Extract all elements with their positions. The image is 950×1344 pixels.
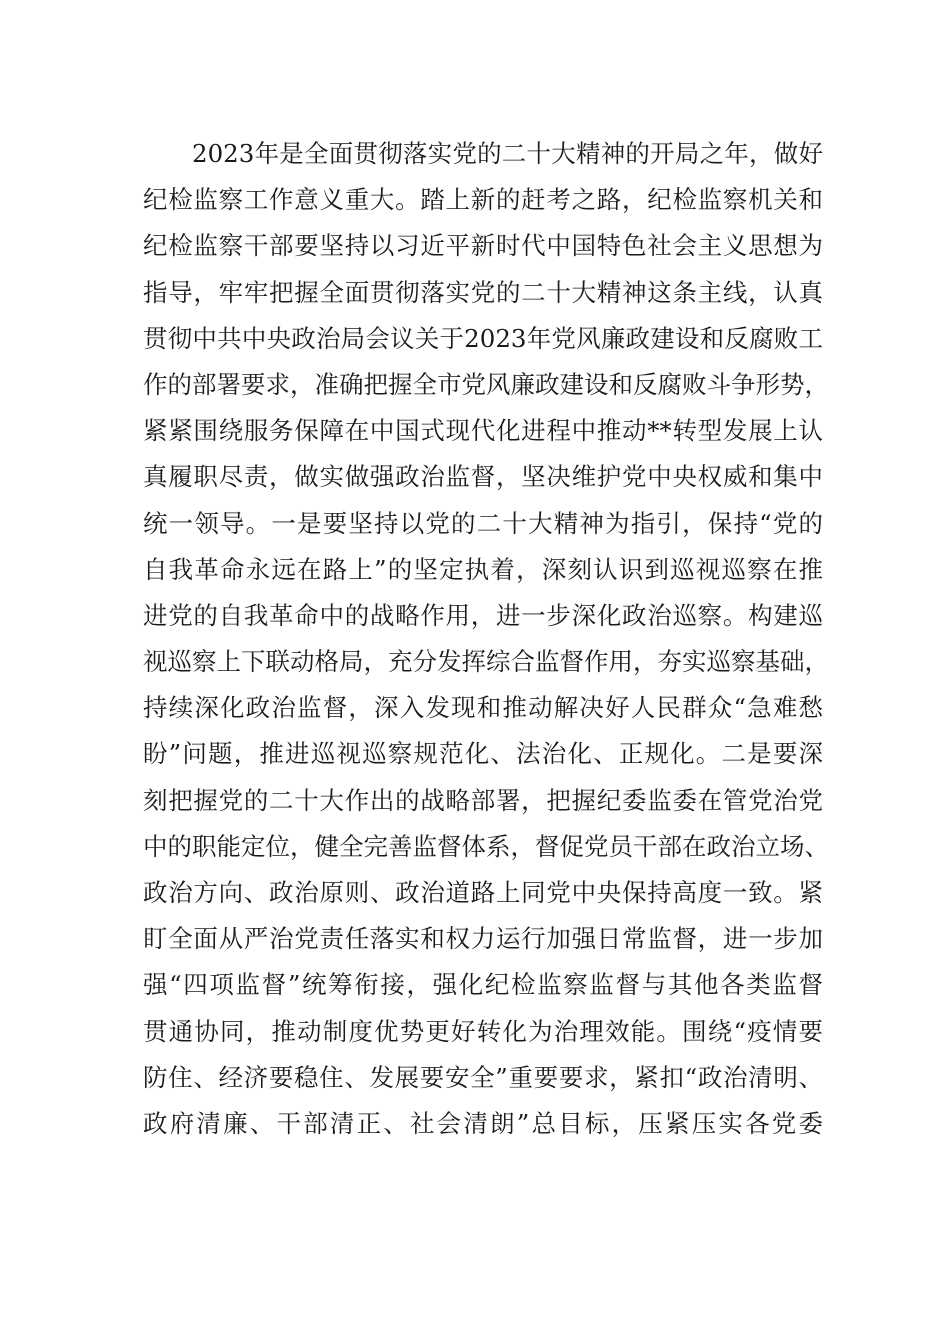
paragraph-line: 进党的自我革命中的战略作用，进一步深化政治巡察。构建巡 [143,600,823,630]
paragraph-line: 纪检监察工作意义重大。踏上新的赶考之路，纪检监察机关和 [143,185,823,215]
paragraph-line: 指导，牢牢把握全面贯彻落实党的二十大精神这条主线，认真 [143,277,823,307]
paragraph-line: 统一领导。一是要坚持以党的二十大精神为指引，保持“党的 [143,508,823,538]
body-paragraph [143,131,829,1147]
paragraph-line: 盼”问题，推进巡视巡察规范化、法治化、正规化。二是要深 [143,739,823,769]
paragraph-line: 政治方向、政治原则、政治道路上同党中央保持高度一致。紧 [143,878,823,907]
paragraph-line: 作的部署要求，准确把握全市党风廉政建设和反腐败斗争形势， [143,369,829,399]
paragraph-line: 紧紧围绕服务保障在中国式现代化进程中推动**转型发展上认 [143,416,823,446]
paragraph-line: 防住、经济要稳住、发展要安全”重要要求，紧扣“政治清明、 [143,1062,823,1092]
paragraph-line: 盯全面从严治党责任落实和权力运行加强日常监督，进一步加 [143,924,823,954]
paragraph-line: 政府清廉、干部清正、社会清朗”总目标，压紧压实各党委 [143,1108,823,1138]
paragraph-line: 2023年是全面贯彻落实党的二十大精神的开局之年，做好 [192,139,823,168]
paragraph-line: 贯彻中共中央政治局会议关于2023年党风廉政建设和反腐败工 [143,323,823,353]
paragraph-line: 中的职能定位，健全完善监督体系，督促党员干部在政治立场、 [143,831,829,861]
paragraph-line: 纪检监察干部要坚持以习近平新时代中国特色社会主义思想为 [143,231,823,261]
paragraph-line: 强“四项监督”统筹衔接，强化纪检监察监督与其他各类监督 [143,970,823,1000]
paragraph-line: 视巡察上下联动格局，充分发挥综合监督作用，夯实巡察基础， [143,647,829,677]
paragraph-line: 自我革命永远在路上”的坚定执着，深刻认识到巡视巡察在推 [143,554,823,584]
paragraph-line: 真履职尽责，做实做强政治监督，坚决维护党中央权威和集中 [143,462,823,492]
paragraph-line: 刻把握党的二十大作出的战略部署，把握纪委监委在管党治党 [143,785,823,815]
paragraph-line: 持续深化政治监督，深入发现和推动解决好人民群众“急难愁 [143,693,823,723]
paragraph-line: 贯通协同，推动制度优势更好转化为治理效能。围绕“疫情要 [143,1016,823,1046]
